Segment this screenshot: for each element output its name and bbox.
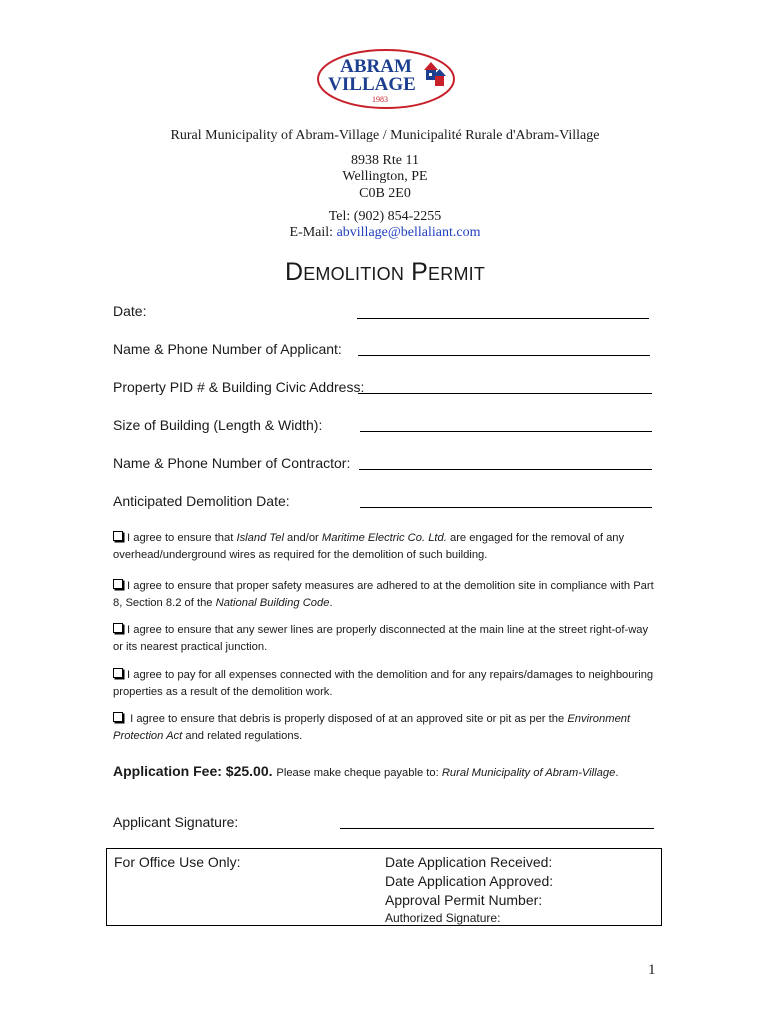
building-size-field[interactable] (360, 431, 652, 432)
property-label: Property PID # & Building Civic Address: (113, 379, 365, 395)
application-fee: Application Fee: $25.00. Please make cheque payable to: Rural Municipality of Abram-Village. (113, 763, 619, 779)
office-use-title: For Office Use Only: (114, 854, 241, 870)
address-line2: Wellington, PE (342, 169, 428, 184)
title-rest2: ERMIT (428, 264, 486, 284)
permit-number-label: Approval Permit Number: (385, 892, 543, 908)
contractor-label: Name & Phone Number of Contractor: (113, 455, 351, 471)
agreement-expenses: I agree to pay for all expenses connected with the demolition and for any repairs/damages to neighbouring properties as a result of the demolition work. (113, 669, 654, 698)
agreement-wires: I agree to ensure that Island Tel and/or Maritime Electric Co. Ltd. are engaged for the removal of any overhead/underground wires as required for the demolition of such building. (113, 532, 625, 561)
fee-payee: Rural Municipality of Abram-Village (441, 767, 616, 779)
logo-year: 1983 (372, 95, 388, 104)
demolition-date-field[interactable] (360, 507, 652, 508)
checkbox-icon[interactable] (113, 531, 123, 541)
title-rest1: EMOLITION (303, 264, 405, 284)
title-cap-d: D (284, 258, 304, 286)
date-received-label: Date Application Received: (385, 854, 553, 870)
authorized-signature-label: Authorized Signature: (385, 911, 501, 925)
contractor-field[interactable] (359, 469, 652, 470)
municipality-name: Rural Municipality of Abram-Village / Municipalité Rurale d'Abram-Village (170, 128, 600, 143)
email-label: E-Mail: (289, 225, 334, 240)
email-link[interactable]: abvillage@bellaliant.com (336, 225, 481, 240)
fee-note: Please make cheque payable to: (276, 767, 442, 779)
agreement-safety: I agree to ensure that proper safety measures are adhered to at the demolition site in compliance with Part 8, Section 8.2 of the National Building Code. (113, 580, 654, 609)
email-line (0, 224, 770, 241)
property-field[interactable] (358, 393, 652, 394)
building-size-label: Size of Building (Length & Width): (113, 417, 323, 433)
date-label: Date: (113, 303, 147, 319)
title-cap-p: P (411, 258, 429, 286)
logo-line2: VILLAGE (328, 74, 416, 95)
agreement-sewer: I agree to ensure that any sewer lines are properly disconnected at the main line at the street right-of-way or its nearest practical junction. (113, 624, 649, 653)
checkbox-icon[interactable] (113, 579, 123, 589)
agreement-debris: I agree to ensure that debris is properly disposed of at an approved site or pit as per the Environment Protection Act and related regulations. (113, 713, 631, 742)
checkbox-icon[interactable] (113, 668, 123, 678)
office-use-box (106, 848, 662, 926)
fee-label: Application Fee: $25.00. (113, 763, 273, 779)
page-title (0, 258, 770, 287)
address-line1: 8938 Rte 11 (351, 153, 419, 168)
checkbox-icon[interactable] (113, 623, 123, 633)
logo-line1: ABRAM (340, 56, 412, 77)
applicant-field[interactable] (358, 355, 650, 356)
signature-field[interactable] (340, 828, 654, 829)
applicant-label: Name & Phone Number of Applicant: (113, 341, 342, 357)
demolition-date-label: Anticipated Demolition Date: (113, 493, 290, 509)
postal-code: C0B 2E0 (359, 186, 411, 201)
page-number: 1 (648, 962, 656, 978)
checkbox-icon[interactable] (113, 712, 123, 722)
date-field[interactable] (357, 318, 649, 319)
abram-village-logo (316, 48, 456, 110)
telephone: Tel: (902) 854-2255 (328, 209, 442, 224)
date-approved-label: Date Application Approved: (385, 873, 554, 889)
signature-label: Applicant Signature: (113, 814, 239, 830)
